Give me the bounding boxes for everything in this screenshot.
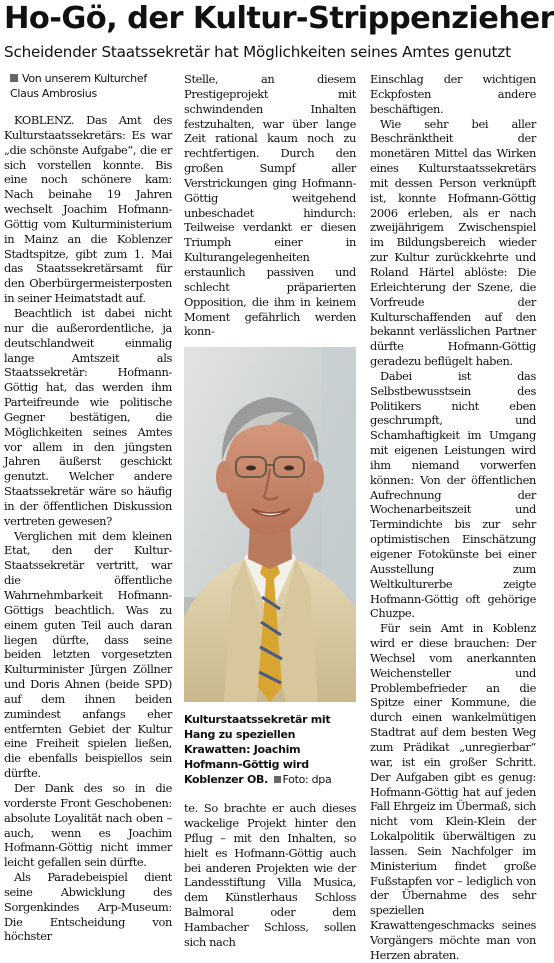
portrait-illustration bbox=[184, 347, 356, 702]
article-column-1 bbox=[4, 72, 172, 944]
paragraph: Stelle, an diesem Prestigeprojekt mit schwindenden Inhalten festzuhalten, war über lange Zeit rational kaum noch zu rechtfertigen. Durch den großen Sumpf aller Verstrickungen ging Hofmann-Göttig weitgehend unbeschadet hindurch: Teilweise verdankt er diesen Triumph einer in Kulturangelegenheiten erstaunlich passiven und schlecht präparierten Opposition, die ihm in keinem Moment gefährlich werden konn- bbox=[184, 72, 356, 339]
paragraph: Beachtlich ist dabei nicht nur die außerordentliche, ja deutschlandweit einmalig lange Amtszeit als Staatssekretär: Hofmann-Göttig hat, das werden ihm Parteifreunde wie politische Gegner bestätigen, die Möglichkeiten seines Amtes vor allem in den jüngsten Jahren äußerst geschickt genutzt. Welcher andere Staatssekretär wäre so häufig in der öffentlichen Diskussion vertreten gewesen? bbox=[4, 305, 172, 528]
paragraph: Wie sehr bei aller Beschränktheit der monetären Mittel das Wirken eines Kulturstaatssekretärs mit dessen Person verknüpft ist, konnte Hofmann-Göttig 2006 erleben, als er nach zweijährigem Zwischenspiel im Bildungsbereich wieder zur Kultur zurückkehrte und Roland Härtel ablöste: Die Erleichterung der Szene, die Vorfreude der Kulturschaffenden auf den bekannt verlässlichen Partner dürfte Hofmann-Göttig geradezu beflügelt haben. bbox=[370, 116, 536, 369]
paragraph: Der Dank des so in die vorderste Front Geschobenen: absolute Loyalität nach oben – auch, wenn es Joachim Hofmann-Göttig nicht immer leicht gefallen sein dürfte. bbox=[4, 780, 172, 870]
byline-author: Claus Ambrosius bbox=[10, 86, 97, 100]
paragraph: Für sein Amt in Koblenz wird er diese brauchen: Der Wechsel vom anerkannten Weichensteller und Problembefrieder an die Spitze einer Kommune, die durch einen wankelmütigen Stadtrat auf dem besten Weg zum Prädikat „unregierbar“ war, ist ein großer Schritt. Der Aufgaben gibt es genug: Hofmann-Göttig hat auf jeden Fall Ehrgeiz im Übermaß, sich nicht vom Klein-Klein der Lokalpolitik überwältigen zu lassen. Sein Nachfolger im Ministerium findet große Fußstapfen vor – lediglich von der Übernahme des sehr speziellen Krawattengeschmacks seines Vorgängers möchte man von Herzen abraten. bbox=[370, 621, 536, 962]
caption-text: Kulturstaatssekretär mit Hang zu speziellen Krawatten: Joachim Hofmann-Göttig wird Koblenzer OB. bbox=[184, 713, 331, 787]
caption-square-icon bbox=[274, 776, 281, 783]
byline-role: Von unserem Kulturchef bbox=[22, 72, 147, 85]
paragraph: Einschlag der wichtigen Eckpfosten andere beschäftigen. bbox=[370, 72, 536, 116]
photo-credit: Foto: dpa bbox=[282, 773, 332, 787]
article-column-2 bbox=[184, 72, 356, 949]
paragraph: te. So brachte er auch dieses wackelige Projekt hinter den Pflug – mit den Inhalten, so hielt es Hofmann-Göttig auch bei anderen Projekten wie der Landesstiftung Villa Musica, dem Künstlerhaus Schloss Balmoral oder dem Hambacher Schloss, sollen sich nach bbox=[184, 801, 356, 949]
byline bbox=[10, 72, 172, 101]
photo-caption bbox=[184, 712, 356, 787]
portrait-photo bbox=[184, 347, 356, 702]
paragraph: Dabei ist das Selbstbewusstsein des Politikers nicht eben geschrumpft, und Schamhaftigkeit im Umgang mit eigenen Leistungen wird ihm niemand vorwerfen können: Von der öffentlichen Aufrechnung der Wochenarbeitszeit und Termindichte bis zur sehr optimistischen Einschätzung eigener Fotokünste bei einer Ausstellung zum Weltkulturerbe zeigte Hofmann-Göttig oft gehörige Chuzpe. bbox=[370, 368, 536, 621]
byline-square-icon bbox=[10, 74, 18, 82]
paragraph: KOBLENZ. Das Amt des Kulturstaatssekretärs: Es war „die schönste Aufgabe“, die er sich vorstellen konnte. Bis eine noch schönere kam: Nach beinahe 19 Jahren wechselt Joachim Hofmann-Göttig vom Kulturministerium in Mainz an die Koblenzer Stadtspitze, gibt zum 1. Mai das Staatssekretärsamt für den Oberbürgermeisterposten in seiner Heimatstadt auf. bbox=[4, 113, 172, 306]
article-headline: Ho-Gö, der Kultur-Strippenzieher bbox=[4, 1, 554, 36]
paragraph: Verglichen mit dem kleinen Etat, den der Kultur-Staatssekretär vertritt, war die öffentliche Wahrnehmbarkeit Hofmann-Göttigs beachtlich. Was zu einem guten Teil auch daran liegen dürfte, dass seine beiden letzten vorgesetzten Kulturminister Jürgen Zöllner und Doris Ahnen (beide SPD) auf dem ihnen beiden zumindest anfangs eher entfernten Gebiet der Kultur eine Freiheit spielen ließen, die ebenfalls beispiellos sein dürfte. bbox=[4, 528, 172, 781]
article-column-3 bbox=[370, 72, 536, 962]
article-subheadline: Scheidender Staatssekretär hat Möglichkeiten seines Amtes genutzt bbox=[4, 43, 511, 61]
paragraph: Als Paradebeispiel dient seine Abwicklung des Sorgenkindes Arp-Museum: Die Entscheidung von höchster bbox=[4, 870, 172, 944]
